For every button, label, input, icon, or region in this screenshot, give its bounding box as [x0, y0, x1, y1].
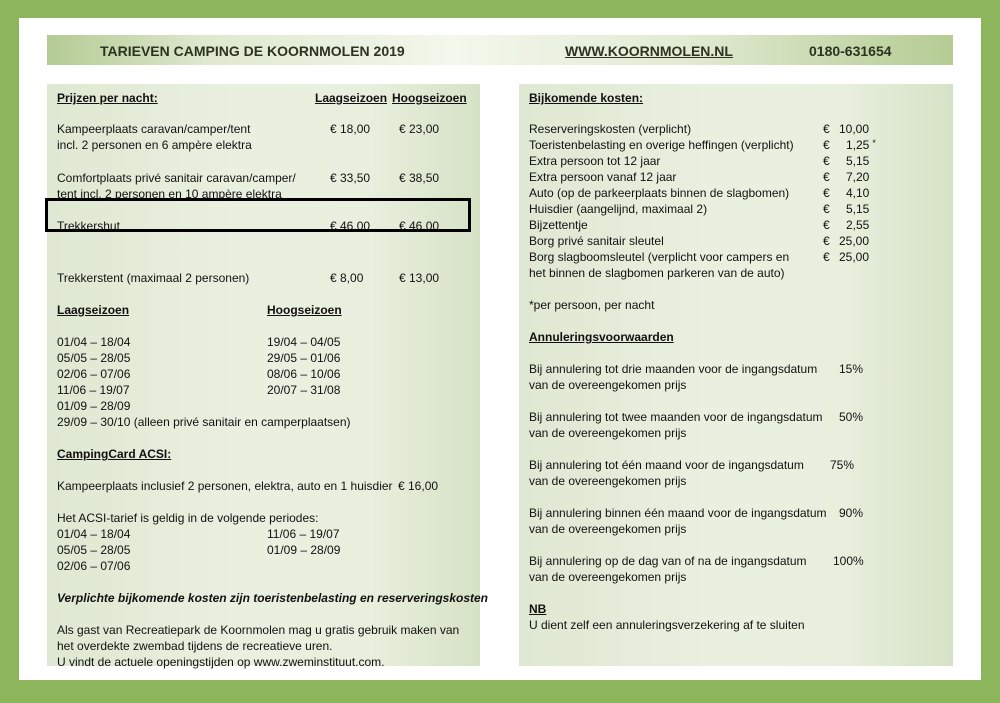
price-low: € 18,00 — [330, 122, 371, 136]
cancellation-line: Bij annulering op de dag van of na de ingangsdatum — [529, 554, 807, 568]
euro-sign: € — [823, 250, 830, 264]
cost-label: Borg slagboomsleutel (verplicht voor campers en — [529, 250, 790, 264]
cancellation-percentage: 90% — [839, 506, 864, 520]
cancellation-line-2: van de overeengekomen prijs — [529, 474, 687, 488]
euro-sign: € — [823, 138, 830, 152]
pool-note-line: U vindt de actuele openingstijden op www.zweminstituut.com. — [57, 655, 385, 669]
euro-sign: € — [823, 170, 830, 184]
mandatory-costs-note: Verplichte bijkomende kosten zijn toeristenbelasting en reserveringskosten — [57, 591, 489, 605]
low-season-period: 02/06 – 07/06 — [57, 367, 131, 381]
euro-sign: € — [823, 234, 830, 248]
cost-label-2: het binnen de slagbomen parkeren van de auto) — [529, 266, 785, 280]
cost-label: Reserveringskosten (verplicht) — [529, 122, 692, 136]
price-sheet — [19, 18, 981, 680]
cost-amount-with-mark — [846, 137, 876, 154]
cost-amount: 25,00 — [839, 234, 870, 248]
euro-sign: € — [823, 186, 830, 200]
col-high-season: Hoogseizoen — [392, 91, 467, 105]
price-row-name: Trekkershut — [57, 219, 120, 233]
cancellation-percentage: 100% — [833, 554, 864, 568]
high-season-period: 29/05 – 01/06 — [267, 351, 341, 365]
cost-label: Huisdier (aangelijnd, maximaal 2) — [529, 202, 708, 216]
euro-sign: € — [823, 122, 830, 136]
cost-amount: 10,00 — [839, 122, 870, 136]
pool-note-line: het overdekte zwembad tijdens de recreatieve uren. — [57, 639, 333, 653]
cost-label: Extra persoon tot 12 jaar — [529, 154, 661, 168]
cost-label: Bijzettentje — [529, 218, 588, 232]
cancellation-line-2: van de overeengekomen prijs — [529, 522, 687, 536]
cost-amount: 5,15 — [846, 154, 870, 168]
nb-heading: NB — [529, 602, 547, 616]
cancellation-line: Bij annulering tot twee maanden voor de ingangsdatum — [529, 410, 823, 424]
acsi-period: 01/09 – 28/09 — [267, 543, 341, 557]
low-season-heading: Laagseizoen — [57, 303, 130, 317]
low-season-period: 11/06 – 19/07 — [57, 383, 130, 397]
euro-sign: € — [823, 218, 830, 232]
price-row-name: Kampeerplaats caravan/camper/tent — [57, 122, 251, 136]
right-panel — [519, 84, 953, 666]
price-low: € 33,50 — [330, 171, 371, 185]
cost-label: Borg privé sanitair sleutel — [529, 234, 664, 248]
page-title: TARIEVEN CAMPING DE KOORNMOLEN 2019 — [100, 43, 405, 59]
cost-amount: 5,15 — [846, 202, 870, 216]
acsi-period: 02/06 – 07/06 — [57, 559, 131, 573]
cost-amount: 7,20 — [846, 170, 870, 184]
acsi-period: 01/04 – 18/04 — [57, 527, 131, 541]
header-bar — [47, 35, 953, 65]
price-high: € 23,00 — [399, 122, 440, 136]
cost-amount: 2,55 — [846, 218, 870, 232]
pool-note-line: Als gast van Recreatiepark de Koornmolen mag u gratis gebruik maken van — [57, 623, 460, 637]
acsi-period: 05/05 – 28/05 — [57, 543, 131, 557]
high-season-period: 20/07 – 31/08 — [267, 383, 341, 397]
high-season-heading: Hoogseizoen — [267, 303, 342, 317]
low-season-period: 29/09 – 30/10 (alleen privé sanitair en camperplaatsen) — [57, 415, 351, 429]
acsi-price: € 16,00 — [398, 479, 439, 493]
price-low: € 46,00 — [330, 219, 371, 233]
cancellation-heading: Annuleringsvoorwaarden — [529, 330, 674, 344]
low-season-period: 05/05 – 28/05 — [57, 351, 131, 365]
high-season-period: 19/04 – 04/05 — [267, 335, 341, 349]
euro-sign: € — [823, 202, 830, 216]
cancellation-line-2: van de overeengekomen prijs — [529, 426, 687, 440]
cancellation-line-2: van de overeengekomen prijs — [529, 378, 687, 392]
euro-sign: € — [823, 154, 830, 168]
price-high: € 38,50 — [399, 171, 440, 185]
low-season-period: 01/04 – 18/04 — [57, 335, 131, 349]
acsi-line: Kampeerplaats inclusief 2 personen, elektra, auto en 1 huisdier — [57, 479, 393, 493]
cost-amount: 1,25 — [846, 138, 870, 152]
cancellation-line: Bij annulering tot één maand voor de ingangsdatum — [529, 458, 804, 472]
price-row-name-2: tent incl. 2 personen en 10 ampère elektra — [57, 187, 282, 201]
phone-number: 0180-631654 — [809, 43, 892, 59]
cancellation-percentage: 15% — [839, 362, 864, 376]
acsi-periods-intro: Het ACSI-tarief is geldig in de volgende periodes: — [57, 511, 319, 525]
cancellation-line-2: van de overeengekomen prijs — [529, 570, 687, 584]
acsi-period: 11/06 – 19/07 — [267, 527, 340, 541]
nb-text: U dient zelf een annuleringsverzekering af te sluiten — [529, 618, 805, 632]
price-low: € 8,00 — [330, 271, 364, 285]
footnote: *per persoon, per nacht — [529, 298, 655, 312]
website-link[interactable]: WWW.KOORNMOLEN.NL — [565, 43, 733, 59]
extra-costs-heading: Bijkomende kosten: — [529, 91, 644, 105]
price-high: € 13,00 — [399, 271, 440, 285]
low-season-period: 01/09 – 28/09 — [57, 399, 131, 413]
price-row-name: Trekkerstent (maximaal 2 personen) — [57, 271, 250, 285]
cost-label: Extra persoon vanaf 12 jaar — [529, 170, 677, 184]
cancellation-line: Bij annulering tot drie maanden voor de ingangsdatum — [529, 362, 818, 376]
asterisk-mark: * — [872, 138, 876, 148]
col-low-season: Laagseizoen — [315, 91, 388, 105]
cost-amount: 25,00 — [839, 250, 870, 264]
acsi-heading: CampingCard ACSI: — [57, 447, 172, 461]
cost-label: Auto (op de parkeerplaats binnen de slagbomen) — [529, 186, 790, 200]
cost-label: Toeristenbelasting en overige heffingen (verplicht) — [529, 138, 794, 152]
prices-heading: Prijzen per nacht: — [57, 91, 158, 105]
highlight-box — [45, 198, 471, 232]
cost-amount: 4,10 — [846, 186, 870, 200]
cancellation-percentage: 50% — [839, 410, 864, 424]
high-season-period: 08/06 – 10/06 — [267, 367, 341, 381]
price-row-name: Comfortplaats privé sanitair caravan/camper/ — [57, 171, 296, 185]
left-panel — [47, 84, 489, 669]
price-row-name-2: incl. 2 personen en 6 ampère elektra — [57, 138, 252, 152]
cancellation-percentage: 75% — [830, 458, 855, 472]
price-high: € 46,00 — [399, 219, 440, 233]
cancellation-line: Bij annulering binnen één maand voor de ingangsdatum — [529, 506, 827, 520]
